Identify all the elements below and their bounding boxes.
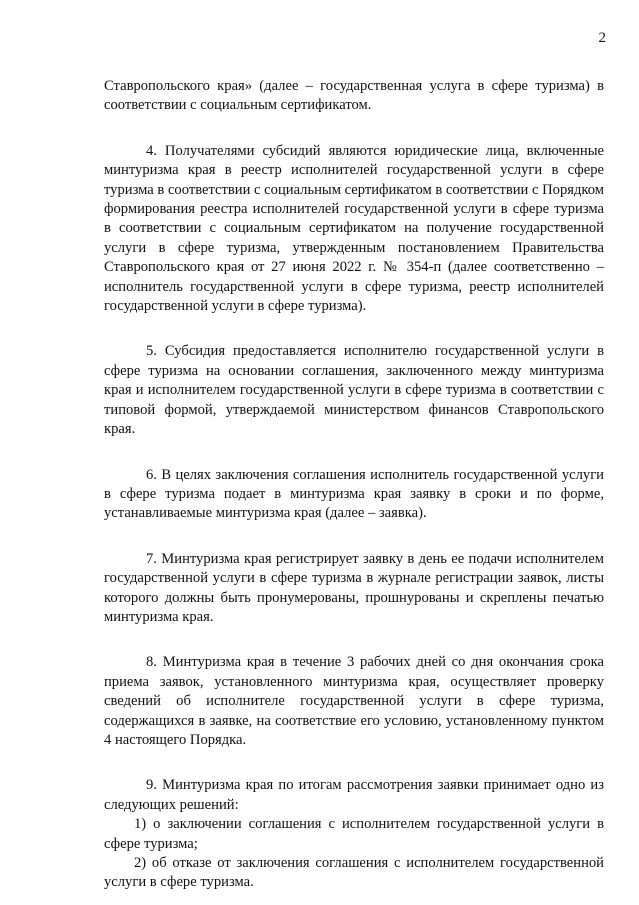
subitem-2: 2) об отказе от заключения соглашения с исполнителем государственной услуги в сфере туризма. xyxy=(104,855,604,891)
paragraph-item-4: 4. Получателями субсидий являются юридические лица, включенные минтуризма края в реестр исполнителей государственной услуги в сфере туризма в соответствии с социальным сертификатом в соответствии с Порядком формирования реестра исполнителей государственной услуги в сфере туризма в соответствии с социальным сертификатом на получение государственной услуги в сфере туризма, утвержденным постановлением Правительства Ставропольского края от 27 июня 2022 г. № 354-п (далее соответственно – исполнитель государственной услуги в сфере туризма, реестр исполнителей государственной услуги в сфере туризма). xyxy=(104,142,605,315)
paragraph-item-7: 7. Минтуризма края регистрирует заявку в день ее подачи исполнителем государственной услуги в сфере туризма в журнале регистрации заявок, листы которого должны быть пронумерованы, прошнурованы и скреплены печатью минтуризма края. xyxy=(104,550,604,625)
subitem-1: 1) о заключении соглашения с исполнителем государственной услуги в сфере туризма; xyxy=(104,816,604,852)
paragraph-continuation: Ставропольского края» (далее – государственная услуга в сфере туризма) в соответствии с социальным сертификатом. xyxy=(104,78,604,114)
paragraph-item-8: 8. Минтуризма края в течение 3 рабочих дней со дня окончания срока приема заявок, установленного минтуризма края, осуществляет проверку сведений об исполнителе государственной услуги в сфере туризма, содержащихся в заявке, на соответствие его условию, установленному пунктом 4 настоящего Порядка. xyxy=(104,654,604,748)
paragraph-item-9: 9. Минтуризма края по итогам рассмотрения заявки принимает одно из следующих решений: xyxy=(104,777,604,813)
paragraph-item-5: 5. Субсидия предоставляется исполнителю государственной услуги в сфере туризма на основании соглашения, заключенного между минтуризма края и исполнителем государственной услуги в сфере туризма в соответствии с типовой формой, утверждаемой министерством финансов Ставропольского края. xyxy=(104,343,604,438)
page-number: 2 xyxy=(598,30,606,46)
paragraph-item-6: 6. В целях заключения соглашения исполнитель государственной услуги в сфере туризма подает в минтуризма края заявку в сроки и по форме, устанавливаемые минтуризма края (далее – заявка). xyxy=(104,466,604,522)
document-body xyxy=(104,77,604,893)
